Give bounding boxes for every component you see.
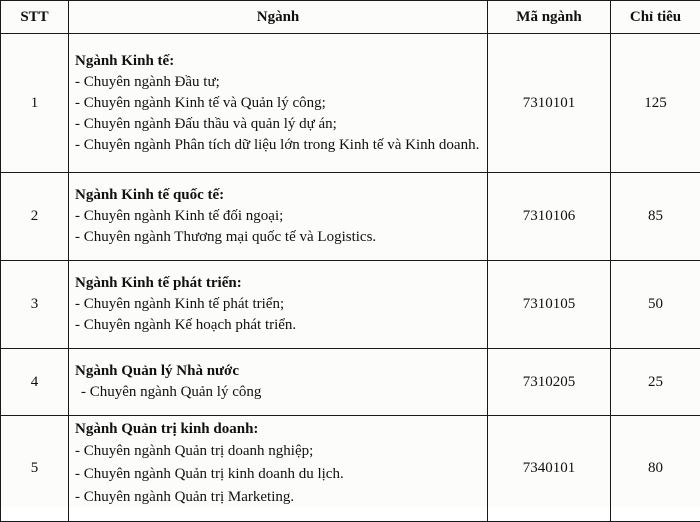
specialization-item: - Chuyên ngành Phân tích dữ liệu lớn trong Kinh tế và Kinh doanh. bbox=[75, 135, 481, 156]
header-nganh: Ngành bbox=[69, 1, 488, 34]
major-title: Ngành Kinh tế quốc tế: bbox=[75, 185, 481, 206]
table-row bbox=[1, 416, 700, 522]
row-chi-tieu: 85 bbox=[611, 173, 700, 261]
header-stt: STT bbox=[1, 1, 69, 34]
row-stt: 1 bbox=[1, 34, 69, 173]
row-nganh bbox=[69, 349, 488, 416]
row-ma-nganh: 7310101 bbox=[488, 34, 611, 173]
table-row bbox=[1, 261, 700, 349]
row-ma-nganh: 7310105 bbox=[488, 261, 611, 349]
row-ma-nganh: 7310106 bbox=[488, 173, 611, 261]
table-row bbox=[1, 173, 700, 261]
table-row bbox=[1, 34, 700, 173]
table-row bbox=[1, 349, 700, 416]
specialization-item: - Chuyên ngành Kinh tế phát triển; bbox=[75, 294, 481, 315]
specialization-item: - Chuyên ngành Thương mại quốc tế và Logistics. bbox=[75, 227, 481, 248]
row-stt: 2 bbox=[1, 173, 69, 261]
specialization-item: - Chuyên ngành Quản trị doanh nghiệp; bbox=[75, 440, 481, 463]
row-ma-nganh: 7310205 bbox=[488, 349, 611, 416]
row-nganh bbox=[69, 416, 488, 522]
row-chi-tieu: 25 bbox=[611, 349, 700, 416]
row-nganh bbox=[69, 173, 488, 261]
major-title: Ngành Quản lý Nhà nước bbox=[75, 361, 481, 382]
row-stt: 4 bbox=[1, 349, 69, 416]
specialization-item: - Chuyên ngành Đấu thầu và quản lý dự án; bbox=[75, 114, 481, 135]
major-title: Ngành Kinh tế: bbox=[75, 51, 481, 72]
row-chi-tieu: 80 bbox=[611, 416, 700, 522]
specialization-item: - Chuyên ngành Đầu tư; bbox=[75, 72, 481, 93]
specialization-item: - Chuyên ngành Quản lý công bbox=[75, 382, 481, 403]
header-ma-nganh: Mã ngành bbox=[488, 1, 611, 34]
table-header-row bbox=[1, 1, 700, 34]
specialization-item: - Chuyên ngành Kế hoạch phát triển. bbox=[75, 315, 481, 336]
specialization-item: - Chuyên ngành Kinh tế đối ngoại; bbox=[75, 206, 481, 227]
header-chi-tieu: Chỉ tiêu bbox=[611, 1, 700, 34]
row-nganh bbox=[69, 34, 488, 173]
specialization-item: - Chuyên ngành Quản trị kinh doanh du lịch. bbox=[75, 463, 481, 486]
specialization-item: - Chuyên ngành Kinh tế và Quản lý công; bbox=[75, 93, 481, 114]
row-stt: 3 bbox=[1, 261, 69, 349]
row-nganh bbox=[69, 261, 488, 349]
row-ma-nganh: 7340101 bbox=[488, 416, 611, 522]
specialization-item: - Chuyên ngành Quản trị Marketing. bbox=[75, 486, 481, 509]
major-title: Ngành Quản trị kinh doanh: bbox=[75, 419, 481, 440]
row-chi-tieu: 50 bbox=[611, 261, 700, 349]
row-stt: 5 bbox=[1, 416, 69, 522]
major-title: Ngành Kinh tế phát triển: bbox=[75, 273, 481, 294]
row-chi-tieu: 125 bbox=[611, 34, 700, 173]
